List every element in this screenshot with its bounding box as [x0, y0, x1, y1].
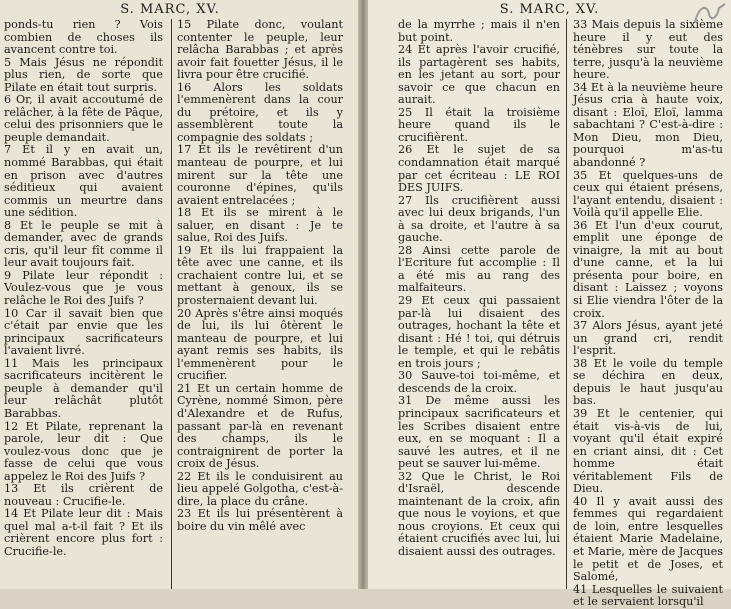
right-column-2: [566, 18, 723, 609]
verse-text: 33 Mais depuis la sixième heure il y eut des ténèbres sur toute la terre, jusqu'à la neuvième heure.: [573, 18, 723, 82]
verse-text: 18 Et ils se mirent à le saluer, en disant : Je te salue, Roi des Juifs.: [177, 206, 343, 245]
verse-text: 36 Et l'un d'eux courut, emplit une éponge de vinaigre, la mit au bout d'une canne, et la lui présenta pour boire, en disant : Laissez ; voyons si Elie viendra l'ôter de la croix.: [573, 218, 723, 320]
verse-text: 10 Car il savait bien que c'était par envie que les principaux sacrificateurs l'avaient livré.: [4, 306, 163, 358]
verse-text: 30 Sauve-toi toi-même, et descends de la croix.: [398, 369, 560, 395]
verse-text: 25 Il était la troisième heure quand ils le crucifièrent.: [398, 105, 560, 144]
verse-text: 12 Et Pilate, reprenant la parole, leur dit : Que voulez-vous donc que je fasse de celui que vous appelez le Roi des Juifs ?: [4, 419, 163, 483]
verse-text: 29 Et ceux qui passaient par-là lui disaient des outrages, hochant la tête et disant : Hé ! toi, qui détruis le temple, et qui le rebâtis en trois jours ;: [398, 294, 560, 370]
left-column-2: [171, 19, 343, 589]
left-page-header: S. MARC, XV.: [120, 2, 220, 17]
verse-text: 9 Pilate leur répondit : Voulez-vous que je vous relâche le Roi des Juifs ?: [4, 268, 163, 308]
verse-text: ponds-tu rien ? Vois combien de choses ils avancent contre toi.: [4, 18, 163, 57]
verse-text: 19 Et ils lui frappaient la tête avec une canne, et ils crachaient contre lui, et se mettant à genoux, ils se prosternaient devant lui.: [177, 243, 343, 308]
verse-text: 8 Et le peuple se mit à demander, avec de grands cris, qu'il leur fît comme il leur avait toujours fait.: [4, 218, 163, 270]
verse-text: 11 Mais les principaux sacrificateurs incitèrent le peuple à demander qu'il leur relâchât plutôt Barabbas.: [4, 356, 163, 420]
verse-text: 14 Et Pilate leur dit : Mais quel mal a-t-il fait ? Et ils crièrent encore plus fort : Crucifie-le.: [4, 507, 163, 558]
verse-text: 27 Ils crucifièrent aussi avec lui deux brigands, l'un à sa droite, et l'autre à sa gauche.: [398, 193, 560, 245]
left-column-1: [4, 19, 163, 589]
verse-text: 21 Et un certain homme de Cyrène, nommé Simon, père d'Alexandre et de Rufus, passant par-là en revenant des champs, ils le contraignirent de porter la croix de Jésus.: [177, 381, 343, 471]
verse-text: 23 Et ils lui présentèrent à boire du vin mêlé avec: [177, 507, 343, 533]
verse-text: 7 Et il y en avait un, nommé Barabbas, qui était en prison avec d'autres séditieux qui avaient commis un meurtre dans une sédition.: [4, 143, 163, 220]
right-column-1: [398, 19, 560, 589]
verse-text: 24 Et après l'avoir crucifié, ils partagèrent ses habits, en les jetant au sort, pour savoir ce que chacun en aurait.: [398, 43, 560, 107]
verse-text: 34 Et à la neuvième heure Jésus cria à haute voix, disant : Eloï, Eloï, lamma sabachtani ? C'est-à-dire : Mon Dieu, mon Dieu, pourquoi m'as-tu abandonné ?: [573, 80, 723, 170]
verse-text: 39 Et le centenier, qui était vis-à-vis de lui, voyant qu'il était expiré en criant ainsi, dit : Cet homme était véritablement Fils de Dieu.: [573, 406, 723, 496]
verse-text: 41 Lesquelles le suivaient et le servaient lorsqu'il: [573, 582, 723, 609]
verse-text: 6 Or, il avait accoutumé de relâcher, à la fête de Pâque, celui des prisonniers que le peuple demandait.: [4, 93, 163, 144]
verse-text: 32 Que le Christ, le Roi d'Israël, descende maintenant de la croix, afin que nous le voyions, et que nous croyions. Et ceux qui étaient crucifiés avec lui, lui disaient aussi des outrages.: [398, 469, 560, 558]
right-page: [368, 0, 731, 609]
verse-text: 22 Et ils le conduisirent au lieu appelé Golgotha, c'est-à-dire, la place du crâne.: [177, 469, 343, 508]
verse-text: de la myrrhe ; mais il n'en but point.: [398, 18, 560, 44]
verse-text: 37 Alors Jésus, ayant jeté un grand cri, rendit l'esprit.: [573, 319, 723, 358]
verse-text: 40 Il y avait aussi des femmes qui regardaient de loin, entre lesquelles étaient Marie Madelaine, et Marie, mère de Jacques le petit et de Joses, et Salomé,: [573, 494, 723, 584]
verse-text: 38 Et le voile du temple se déchira en deux, depuis le haut jusqu'au bas.: [573, 356, 723, 408]
verse-text: 26 Et le sujet de sa condamnation était marqué par cet écriteau : LE ROI DES JUIFS.: [398, 143, 560, 195]
verse-text: 20 Après s'être ainsi moqués de lui, ils lui ôtèrent le manteau de pourpre, et lui ayant remis ses habits, ils l'emmenèrent pour le crucifier.: [177, 306, 343, 383]
verse-text: 5 Mais Jésus ne répondit plus rien, de sorte que Pilate en était tout surpris.: [4, 55, 163, 94]
right-page-header: S. MARC, XV.: [499, 2, 600, 17]
left-page: [0, 0, 360, 589]
verse-text: 35 Et quelques-uns de ceux qui étaient présens, l'ayant entendu, disaient : Voilà qu'il appelle Elie.: [573, 168, 723, 220]
verse-text: 15 Pilate donc, voulant contenter le peuple, leur relâcha Barabbas ; et après avoir fait fouetter Jésus, il le livra pour être crucifié.: [177, 18, 343, 82]
verse-text: 28 Ainsi cette parole de l'Ecriture fut accomplie : Il a été mis au rang des malfaiteurs.: [398, 243, 560, 295]
verse-text: 13 Et ils crièrent de nouveau : Crucifie-le.: [4, 482, 163, 508]
verse-text: 31 De même aussi les principaux sacrificateurs et les Scribes disaient entre eux, en se moquant : Il a sauvé les autres, et il ne peut se sauver lui-même.: [398, 394, 560, 471]
verse-text: 16 Alors les soldats l'emmenèrent dans la cour du prétoire, et ils y assemblèrent toute la compagnie des soldats ;: [177, 80, 343, 144]
verse-text: 17 Et ils le revêtirent d'un manteau de pourpre, et lui mirent sur la tête une couronne d'épines, qu'ils avaient entrelacées ;: [177, 143, 343, 207]
